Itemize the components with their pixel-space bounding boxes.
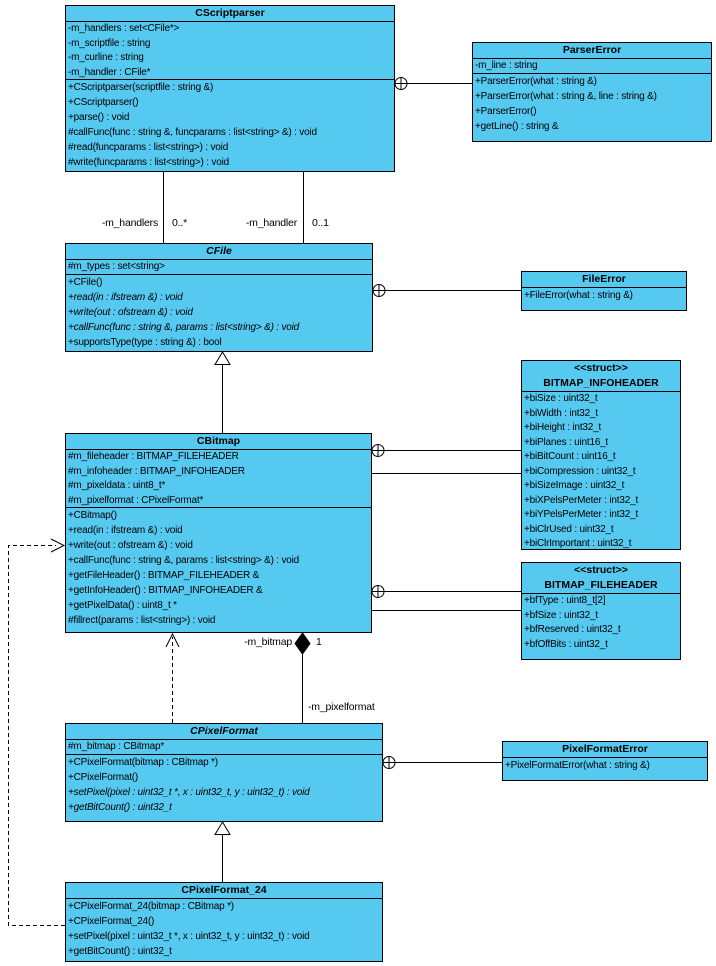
attribute-row: #m_fileheader : BITMAP_FILEHEADER <box>68 451 239 462</box>
method-row: +getFileHeader() : BITMAP_FILEHEADER & <box>68 570 260 581</box>
method-row: +CFile() <box>68 276 103 288</box>
containment-anchor-icon <box>372 586 384 598</box>
containment-edge-bitmap-infoheader[interactable] <box>372 445 521 457</box>
class-box-fileerror[interactable] <box>521 271 687 311</box>
attribute-row: +biClrUsed : uint32_t <box>524 523 614 535</box>
containment-anchor-icon <box>372 445 384 457</box>
method-row: +getBitCount() : uint32_t <box>68 946 172 957</box>
dependency-edge-cpixelformat-cbitmap[interactable] <box>166 634 179 723</box>
method-row: +CBitmap() <box>68 510 117 521</box>
association-role-label: -m_bitmap <box>244 636 292 648</box>
class-name: CBitmap <box>196 435 241 447</box>
class-name: CPixelFormat_24 <box>181 884 267 896</box>
containment-edge-pixelformaterror[interactable] <box>383 757 502 769</box>
method-row: +supportsType(type : string &) : bool <box>68 336 222 348</box>
class-header-pixelformaterror <box>503 742 707 757</box>
attributes-compartment <box>66 21 394 79</box>
class-box-bitmap_infoheader[interactable] <box>521 360 681 550</box>
class-box-cfile[interactable] <box>65 243 373 352</box>
method-row: +write(out : ofstream &) : void <box>68 306 193 318</box>
methods-compartment <box>503 757 707 780</box>
method-row: +setPixel(pixel : uint32_t *, x : uint32_t, y : uint32_t) : void <box>68 931 310 942</box>
method-row: +CScriptparser(scriptfile : string &) <box>68 82 214 93</box>
attributes-compartment <box>66 739 382 754</box>
attribute-row: +biHeight : int32_t <box>524 422 602 433</box>
attribute-row: +biSizeImage : uint32_t <box>524 480 625 491</box>
attribute-row: -m_curline : string <box>68 52 144 63</box>
association-role-label: -m_handler <box>245 217 297 229</box>
attribute-row: +biWidth : int32_t <box>524 407 598 419</box>
method-row: +getInfoHeader() : BITMAP_INFOHEADER & <box>68 585 263 596</box>
class-box-pixelformaterror[interactable] <box>502 741 708 781</box>
class-header-parsererror <box>473 43 711 58</box>
methods-compartment <box>66 898 382 961</box>
multiplicity-label: 0..* <box>172 217 187 229</box>
attribute-row: +bfReserved : uint32_t <box>524 624 621 635</box>
class-name: BITMAP_FILEHEADER <box>544 579 658 591</box>
method-row: +read(in : ifstream &) : void <box>68 291 183 303</box>
dependency-arrow-icon <box>166 634 179 647</box>
generalization-edge-cpixelformat24-cpixelformat[interactable] <box>215 822 230 882</box>
method-row: #fillrect(params : list<string>) : void <box>68 615 216 626</box>
stereotype-label: <<struct>> <box>574 362 628 374</box>
containment-anchor-icon <box>383 757 395 769</box>
method-row: #callFunc(func : string &, funcparams : list<string> &) : void <box>68 127 317 138</box>
class-header-cpixelformat <box>66 724 382 739</box>
method-row: +CPixelFormat_24(bitmap : CBitmap *) <box>68 901 234 912</box>
methods-compartment <box>66 274 372 352</box>
attribute-row: +biPlanes : uint16_t <box>524 436 609 448</box>
class-header-cfile <box>66 244 372 259</box>
class-box-bitmap_fileheader[interactable] <box>521 562 681 660</box>
class-name: BITMAP_INFOHEADER <box>543 377 659 389</box>
method-row: +ParserError(what : string &) <box>475 75 597 87</box>
methods-compartment <box>66 507 371 632</box>
class-box-cpixelformat_24[interactable] <box>65 882 383 962</box>
attribute-row: -m_scriptfile : string <box>68 37 151 49</box>
method-row: #write(funcparams : list<string>) : void <box>68 157 229 168</box>
attributes-compartment <box>522 593 680 659</box>
generalization-edge-cbitmap-cfile[interactable] <box>215 352 230 433</box>
stereotype-label: <<struct>> <box>574 564 628 576</box>
class-name: PixelFormatError <box>562 743 648 755</box>
association-role-label: -m_pixelformat <box>308 701 375 713</box>
attribute-row: +biBitCount : uint16_t <box>524 451 616 462</box>
methods-compartment <box>66 79 394 171</box>
attribute-row: +bfOffBits : uint32_t <box>524 638 608 650</box>
class-name: CFile <box>206 245 232 257</box>
method-row: +ParserError(what : string &, line : string &) <box>475 90 657 102</box>
containment-edge-fileerror[interactable] <box>373 285 521 297</box>
method-row: #read(funcparams : list<string>) : void <box>68 142 229 153</box>
attribute-row: #m_infoheader : BITMAP_INFOHEADER <box>68 465 245 477</box>
method-row: +read(in : ifstream &) : void <box>68 525 183 536</box>
association-role-label: -m_handlers <box>101 217 158 229</box>
attributes-compartment <box>522 391 680 549</box>
multiplicity-label: 1 <box>316 636 322 648</box>
method-row: +callFunc(func : string &, params : list<string> &) : void <box>68 321 299 333</box>
attribute-row: #m_bitmap : CBitmap* <box>68 741 165 752</box>
methods-compartment <box>66 754 382 822</box>
generalization-triangle-icon <box>215 352 230 365</box>
attribute-row: +biSize : uint32_t <box>524 393 598 404</box>
method-row: +ParserError() <box>475 105 537 117</box>
method-row: +getPixelData() : uint8_t * <box>68 600 177 611</box>
method-row: +CPixelFormat_24() <box>68 916 155 927</box>
class-box-cbitmap[interactable] <box>65 433 372 633</box>
class-name: CScriptparser <box>195 7 265 19</box>
containment-edge-parsererror[interactable] <box>395 78 472 90</box>
containment-anchor-icon <box>395 78 407 90</box>
class-name: FileError <box>582 273 626 285</box>
method-row: +CPixelFormat(bitmap : CBitmap *) <box>68 756 218 768</box>
methods-compartment <box>473 73 711 142</box>
method-row: +FileError(what : string &) <box>524 290 633 301</box>
attribute-row: -m_handlers : set<CFile*> <box>68 23 180 34</box>
attribute-row: +bfSize : uint32_t <box>524 609 598 621</box>
attribute-row: +biCompression : uint32_t <box>524 465 636 477</box>
containment-edge-bitmap-fileheader[interactable] <box>372 586 521 598</box>
containment-anchor-icon <box>373 285 385 297</box>
class-header-cscriptparser <box>66 6 394 21</box>
class-header-cbitmap <box>66 434 371 449</box>
method-row: +CPixelFormat() <box>68 771 139 783</box>
dependency-arrow-icon <box>51 539 64 552</box>
class-header-bitmap_infoheader <box>522 361 680 391</box>
class-name: CPixelFormat <box>190 725 258 737</box>
method-row: +callFunc(func : string &, params : list<string> &) : void <box>68 555 299 566</box>
composition-diamond-icon <box>295 633 310 654</box>
attribute-row: +bfType : uint8_t[2] <box>524 595 606 606</box>
method-row: +setPixel(pixel : uint32_t *, x : uint32_t, y : uint32_t) : void <box>68 786 310 798</box>
attribute-row: -m_line : string <box>475 60 538 71</box>
attribute-row: +biYPelsPerMeter : int32_t <box>524 509 639 520</box>
method-row: +CScriptparser() <box>68 97 139 108</box>
attribute-row: #m_pixeldata : uint8_t* <box>68 480 166 491</box>
attribute-row: +biClrImportant : uint32_t <box>524 538 632 549</box>
attribute-row: -m_handler : CFile* <box>68 66 151 78</box>
method-row: +getBitCount() : uint32_t <box>68 801 172 813</box>
method-row: +getLine() : string & <box>475 120 559 132</box>
class-box-cscriptparser[interactable] <box>65 5 395 172</box>
class-header-cpixelformat_24 <box>66 883 382 898</box>
class-name: ParserError <box>562 44 622 56</box>
attribute-row: +biXPelsPerMeter : int32_t <box>524 494 639 506</box>
method-row: +parse() : void <box>68 112 130 123</box>
method-row: +PixelFormatError(what : string &) <box>505 760 650 771</box>
attributes-compartment <box>473 58 711 73</box>
attributes-compartment <box>66 449 371 507</box>
class-header-fileerror <box>522 272 686 287</box>
generalization-triangle-icon <box>215 822 230 835</box>
multiplicity-label: 0..1 <box>312 217 329 229</box>
dependency-edge-cpixelformat24-cbitmap[interactable] <box>9 539 66 926</box>
method-row: +write(out : ofstream &) : void <box>68 540 193 551</box>
methods-compartment <box>522 287 686 310</box>
class-box-parsererror[interactable] <box>472 42 712 142</box>
attribute-row: #m_types : set<string> <box>68 261 165 272</box>
class-header-bitmap_fileheader <box>522 563 680 593</box>
attribute-row: #m_pixelformat : CPixelFormat* <box>68 494 204 506</box>
class-box-cpixelformat[interactable] <box>65 723 383 822</box>
attributes-compartment <box>66 259 372 274</box>
